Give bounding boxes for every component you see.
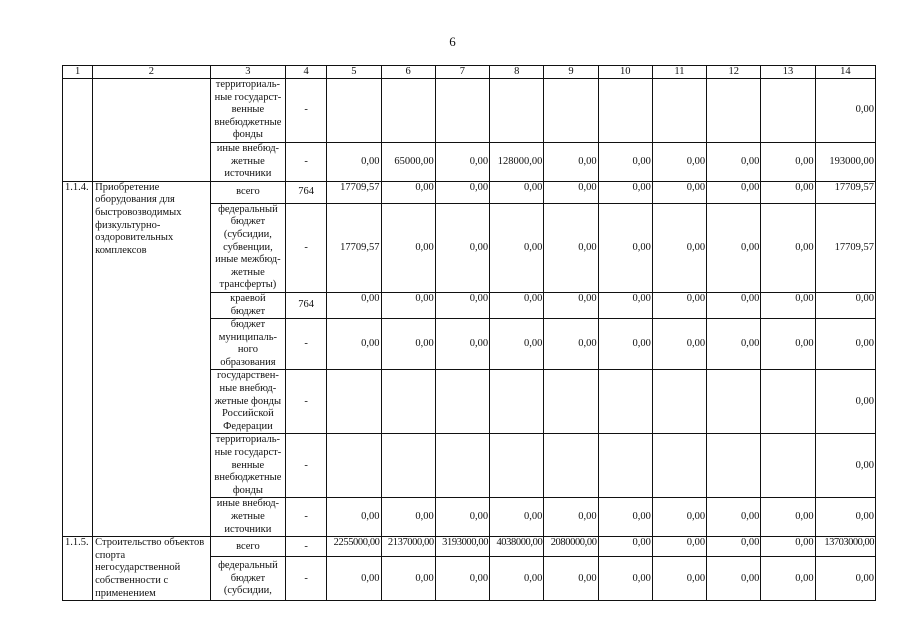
value-cell: 0,00 [652, 498, 706, 537]
column-header: 4 [286, 66, 327, 79]
value-cell [652, 370, 706, 434]
total-cell: 0,00 [815, 79, 875, 143]
item-name-cell: Приобретение оборудования для быстровозводимых физкультурно-оздоровительных комплексов [93, 181, 211, 536]
value-cell: 0,00 [381, 203, 435, 292]
total-cell: 17709,57 [815, 181, 875, 203]
value-cell: 0,00 [490, 203, 544, 292]
value-cell: 2137000,00 [381, 537, 435, 557]
column-header: 5 [327, 66, 381, 79]
funding-source: иные внебюд-жетные источники [210, 498, 285, 537]
code-cell: - [286, 557, 327, 601]
value-cell [761, 434, 815, 498]
funding-source: иные внебюд-жетные источники [210, 142, 285, 181]
value-cell: 0,00 [544, 142, 598, 181]
code-cell: 764 [286, 181, 327, 203]
funding-source: федеральный бюджет (субсидии, [210, 557, 285, 601]
value-cell: 0,00 [381, 181, 435, 203]
value-cell: 0,00 [490, 181, 544, 203]
value-cell: 0,00 [598, 557, 652, 601]
budget-table [62, 65, 876, 601]
value-cell: 0,00 [544, 203, 598, 292]
total-cell: 0,00 [815, 557, 875, 601]
value-cell [327, 434, 381, 498]
value-cell: 0,00 [761, 142, 815, 181]
funding-source: федеральный бюджет (субсидии, субвенции, иные межбюд-жетные трансферты) [210, 203, 285, 292]
total-cell: 0,00 [815, 370, 875, 434]
funding-source: всего [210, 181, 285, 203]
value-cell: 0,00 [652, 292, 706, 318]
code-cell: - [286, 434, 327, 498]
value-cell: 128000,00 [490, 142, 544, 181]
code-cell: - [286, 370, 327, 434]
value-cell [544, 79, 598, 143]
value-cell: 0,00 [652, 537, 706, 557]
value-cell: 0,00 [381, 498, 435, 537]
value-cell: 0,00 [761, 203, 815, 292]
value-cell [381, 434, 435, 498]
code-cell: - [286, 79, 327, 143]
column-header: 7 [435, 66, 489, 79]
value-cell: 0,00 [761, 537, 815, 557]
value-cell: 0,00 [761, 292, 815, 318]
value-cell: 0,00 [707, 142, 761, 181]
code-cell: - [286, 498, 327, 537]
value-cell: 0,00 [761, 319, 815, 370]
column-header: 12 [707, 66, 761, 79]
value-cell [598, 79, 652, 143]
table-row [63, 79, 876, 143]
value-cell: 0,00 [598, 181, 652, 203]
total-cell: 0,00 [815, 292, 875, 318]
funding-source: государствен-ные внебюд-жетные фонды Российской Федерации [210, 370, 285, 434]
value-cell: 0,00 [544, 181, 598, 203]
table-row [63, 537, 876, 557]
value-cell: 0,00 [381, 292, 435, 318]
item-name-cell: Строительство объектов спорта негосударственной собственности с применением [93, 537, 211, 601]
value-cell [544, 370, 598, 434]
value-cell: 0,00 [381, 319, 435, 370]
item-number-cell: 1.1.4. [63, 181, 93, 536]
value-cell: 0,00 [435, 203, 489, 292]
value-cell [544, 434, 598, 498]
value-cell: 0,00 [435, 557, 489, 601]
value-cell: 0,00 [544, 498, 598, 537]
value-cell: 0,00 [761, 557, 815, 601]
value-cell: 0,00 [761, 181, 815, 203]
value-cell [435, 79, 489, 143]
total-cell: 0,00 [815, 319, 875, 370]
value-cell: 0,00 [652, 557, 706, 601]
total-cell: 193000,00 [815, 142, 875, 181]
column-header: 10 [598, 66, 652, 79]
value-cell: 0,00 [490, 498, 544, 537]
value-cell [381, 79, 435, 143]
value-cell [652, 79, 706, 143]
value-cell [761, 370, 815, 434]
value-cell [761, 79, 815, 143]
total-cell: 0,00 [815, 498, 875, 537]
value-cell [707, 370, 761, 434]
value-cell: 2255000,00 [327, 537, 381, 557]
funding-source: всего [210, 537, 285, 557]
value-cell: 0,00 [707, 557, 761, 601]
value-cell: 0,00 [598, 319, 652, 370]
value-cell: 0,00 [544, 292, 598, 318]
value-cell: 0,00 [707, 292, 761, 318]
value-cell: 0,00 [598, 498, 652, 537]
value-cell [598, 370, 652, 434]
value-cell: 0,00 [707, 537, 761, 557]
value-cell: 0,00 [544, 319, 598, 370]
code-cell: - [286, 142, 327, 181]
value-cell: 17709,57 [327, 181, 381, 203]
value-cell [327, 79, 381, 143]
table-row [63, 181, 876, 203]
header-row [63, 66, 876, 79]
column-header: 8 [490, 66, 544, 79]
value-cell [598, 434, 652, 498]
value-cell [327, 370, 381, 434]
value-cell: 0,00 [652, 319, 706, 370]
value-cell [707, 79, 761, 143]
value-cell [490, 434, 544, 498]
value-cell [381, 370, 435, 434]
funding-source: территориаль-ные государст-венные внебюджетные фонды [210, 434, 285, 498]
value-cell: 0,00 [435, 181, 489, 203]
value-cell [707, 434, 761, 498]
value-cell: 17709,57 [327, 203, 381, 292]
value-cell: 0,00 [707, 319, 761, 370]
item-number-cell [63, 79, 93, 182]
value-cell: 2080000,00 [544, 537, 598, 557]
total-cell: 0,00 [815, 434, 875, 498]
value-cell: 0,00 [490, 557, 544, 601]
value-cell [490, 79, 544, 143]
value-cell: 65000,00 [381, 142, 435, 181]
value-cell: 4038000,00 [490, 537, 544, 557]
value-cell: 0,00 [598, 203, 652, 292]
total-cell: 17709,57 [815, 203, 875, 292]
code-cell: - [286, 537, 327, 557]
page-number: 6 [449, 34, 456, 49]
column-header: 3 [210, 66, 285, 79]
code-cell: - [286, 203, 327, 292]
value-cell [435, 370, 489, 434]
value-cell: 0,00 [327, 142, 381, 181]
value-cell: 0,00 [435, 319, 489, 370]
value-cell: 0,00 [327, 498, 381, 537]
total-cell: 13703000,00 [815, 537, 875, 557]
funding-source: бюджет муниципаль-ного образования [210, 319, 285, 370]
value-cell: 0,00 [707, 498, 761, 537]
value-cell [652, 434, 706, 498]
code-cell: 764 [286, 292, 327, 318]
column-header: 9 [544, 66, 598, 79]
value-cell: 0,00 [544, 557, 598, 601]
value-cell: 0,00 [435, 142, 489, 181]
funding-source: территориаль-ные государст-венные внебюджетные фонды [210, 79, 285, 143]
value-cell: 0,00 [327, 557, 381, 601]
value-cell: 0,00 [327, 319, 381, 370]
value-cell: 0,00 [652, 142, 706, 181]
value-cell [435, 434, 489, 498]
value-cell: 0,00 [327, 292, 381, 318]
value-cell: 0,00 [490, 319, 544, 370]
value-cell: 0,00 [652, 181, 706, 203]
column-header: 14 [815, 66, 875, 79]
column-header: 11 [652, 66, 706, 79]
value-cell: 0,00 [435, 292, 489, 318]
value-cell: 0,00 [598, 537, 652, 557]
value-cell: 0,00 [707, 203, 761, 292]
value-cell: 0,00 [652, 203, 706, 292]
funding-source: краевой бюджет [210, 292, 285, 318]
value-cell [490, 370, 544, 434]
value-cell: 0,00 [761, 498, 815, 537]
value-cell: 0,00 [598, 142, 652, 181]
column-header: 2 [93, 66, 211, 79]
value-cell: 0,00 [381, 557, 435, 601]
column-header: 1 [63, 66, 93, 79]
value-cell: 0,00 [435, 498, 489, 537]
value-cell: 0,00 [598, 292, 652, 318]
item-name-cell [93, 79, 211, 182]
code-cell: - [286, 319, 327, 370]
value-cell: 0,00 [707, 181, 761, 203]
value-cell: 0,00 [490, 292, 544, 318]
column-header: 6 [381, 66, 435, 79]
item-number-cell: 1.1.5. [63, 537, 93, 601]
value-cell: 3193000,00 [435, 537, 489, 557]
column-header: 13 [761, 66, 815, 79]
